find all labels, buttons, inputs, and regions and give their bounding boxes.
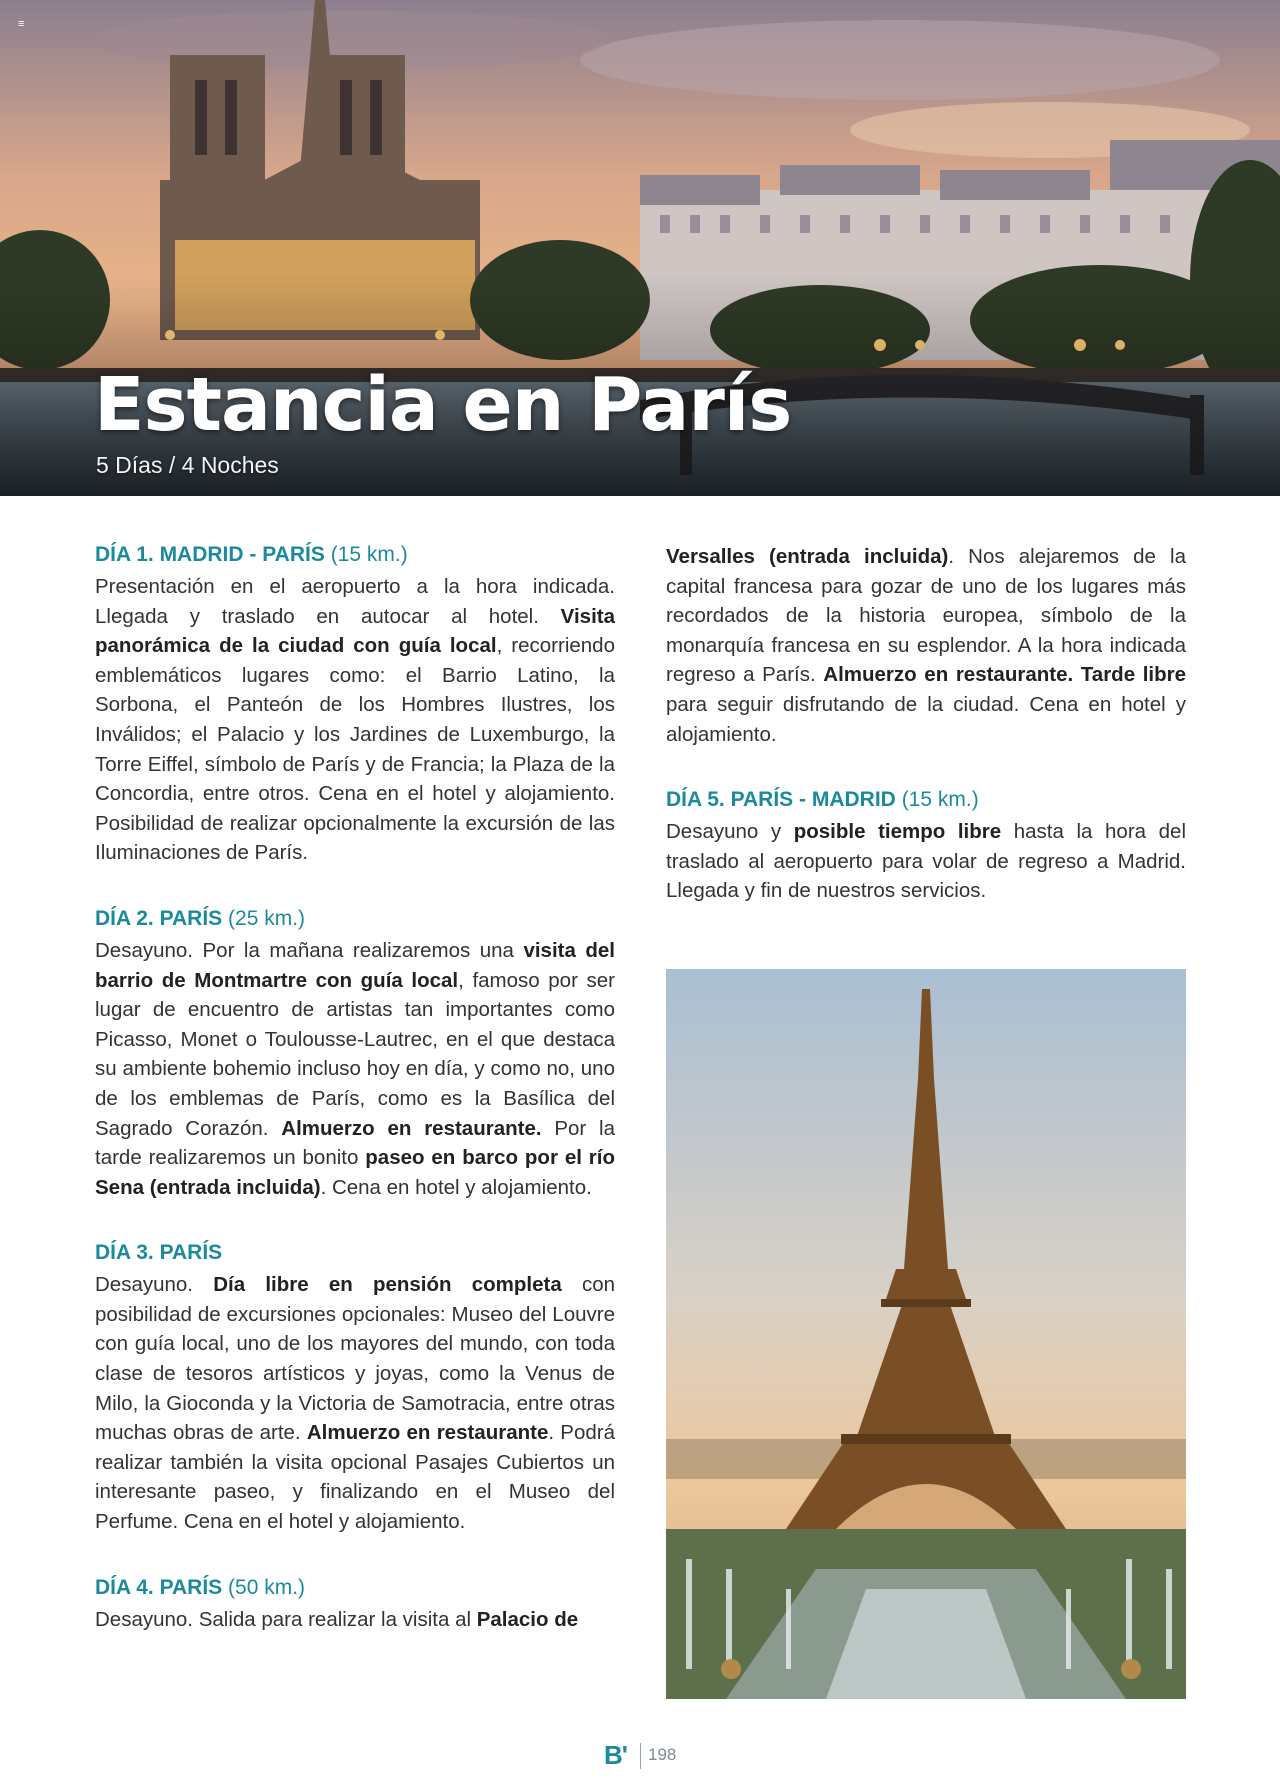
day-distance: (25 km.) — [228, 906, 306, 930]
day-4-continued — [666, 542, 1186, 749]
highlight-text: Versalles (entrada incluida) — [666, 545, 949, 568]
page-title: Estancia en París — [94, 362, 792, 448]
day-heading: DÍA 4. PARÍS — [95, 1575, 223, 1599]
highlight-text: Almuerzo en restaurante. Tarde libre — [823, 663, 1186, 687]
day-description — [95, 572, 615, 868]
day-distance: (50 km.) — [228, 1575, 306, 1599]
day-5 — [666, 785, 1186, 906]
highlight-text: posible tiempo libre — [793, 820, 1002, 844]
body-text: para seguir disfrutando de la ciudad. Cena en hotel y alojamiento. — [666, 692, 1186, 746]
day-2 — [95, 904, 615, 1202]
day-heading: DÍA 3. PARÍS — [95, 1241, 223, 1265]
eiffel-tower-photo — [666, 969, 1186, 1699]
day-distance: (15 km.) — [330, 543, 408, 566]
highlight-text: Día libre en pensión completa — [213, 1273, 562, 1297]
highlight-text: visita del barrio de Montmartre con guía local — [95, 938, 615, 992]
body-text: Desayuno. Por la mañana realizaremos una — [95, 938, 524, 962]
body-text: , recorriendo emblemáticos lugares como: el Barrio Latino, la Sorbona, el Panteón de los Hombres Ilustres, los Inválidos; el Palacio y los Jardines de Luxemburgo, la Torre Eiffel, símbolo de París y de Francia; la Plaza de la Concordia, entre otros. Cena en el hotel y alojamiento. Posibilidad de realizar opcionalmente la excursión de las Iluminaciones de París. — [95, 634, 615, 865]
body-text: Presentación en el aeropuerto a la hora indicada. Llegada y traslado en autocar al hotel. — [95, 575, 615, 628]
day-description — [666, 817, 1186, 906]
body-text: Desayuno. Salida para realizar la visita al — [95, 1607, 477, 1631]
highlight-text: paseo en barco por el río Sena (entrada incluida) — [95, 1146, 615, 1199]
hero-banner — [0, 0, 1280, 496]
body-text: , famoso por ser lugar de encuentro de artistas tan importantes como Picasso, Monet o Toulousse-Lautrec, en el que destaca su ambiente bohemio incluso hoy en día, y como no, uno de los emblemas de París, como es la Basílica del Sagrado Corazón. — [95, 968, 615, 1140]
body-text: con posibilidad de excursiones opcionales: Museo del Louvre con guía local, uno de los mayores del mundo, con toda clase de tesoros artísticos y joyas, como la Venus de Milo, la Gioconda y la Victoria de Samotracia, entre otras muchas obras de arte. — [95, 1273, 616, 1445]
brand-logo: B' — [604, 1740, 627, 1770]
day-description — [95, 1270, 615, 1536]
highlight-text: Visita panorámica de la ciudad con guía local — [95, 604, 615, 658]
day-4 — [95, 1573, 615, 1635]
body-text: hasta la hora del traslado al aeropuerto para volar de regreso a Madrid. Llegada y fin de nuestros servicios. — [666, 820, 1186, 903]
day-description — [95, 936, 615, 1202]
day-3 — [95, 1238, 615, 1536]
day-description — [666, 542, 1186, 749]
body-text: . Cena en hotel y alojamiento. — [320, 1175, 592, 1199]
day-heading: DÍA 5. PARÍS - MADRID — [666, 788, 896, 812]
body-text: . Nos alejaremos de la capital francesa para gozar de uno de los lugares más recordados de la historia europea, símbolo de la monarquía francesa en su esplendor. A la hora indicada regreso a París. — [666, 545, 1186, 687]
itinerary-left-column — [95, 540, 615, 1634]
footer-divider — [640, 1743, 641, 1769]
menu-icon[interactable]: ≡ — [18, 18, 25, 30]
day-description — [95, 1605, 615, 1635]
highlight-text: Almuerzo en restaurante — [306, 1421, 549, 1445]
highlight-text: Palacio de — [476, 1607, 579, 1631]
highlight-text: Almuerzo en restaurante. — [281, 1116, 542, 1140]
day-heading: DÍA 1. MADRID - PARÍS — [95, 543, 325, 566]
trip-duration: 5 Días / 4 Noches — [96, 452, 279, 478]
body-text: Desayuno y — [666, 820, 794, 844]
body-text: Desayuno. — [95, 1273, 214, 1297]
page-number: 198 — [648, 1745, 677, 1764]
body-text: Por la tarde realizaremos un bonito — [95, 1116, 616, 1170]
itinerary-right-column — [666, 542, 1186, 942]
day-heading: DÍA 2. PARÍS — [95, 906, 223, 930]
day-distance: (15 km.) — [901, 788, 979, 812]
body-text: . Podrá realizar también la visita opcional Pasajes Cubiertos un interesante paseo, y finalizando en el Museo del Perfume. Cena en el hotel y alojamiento. — [95, 1421, 616, 1534]
day-1 — [95, 540, 615, 868]
